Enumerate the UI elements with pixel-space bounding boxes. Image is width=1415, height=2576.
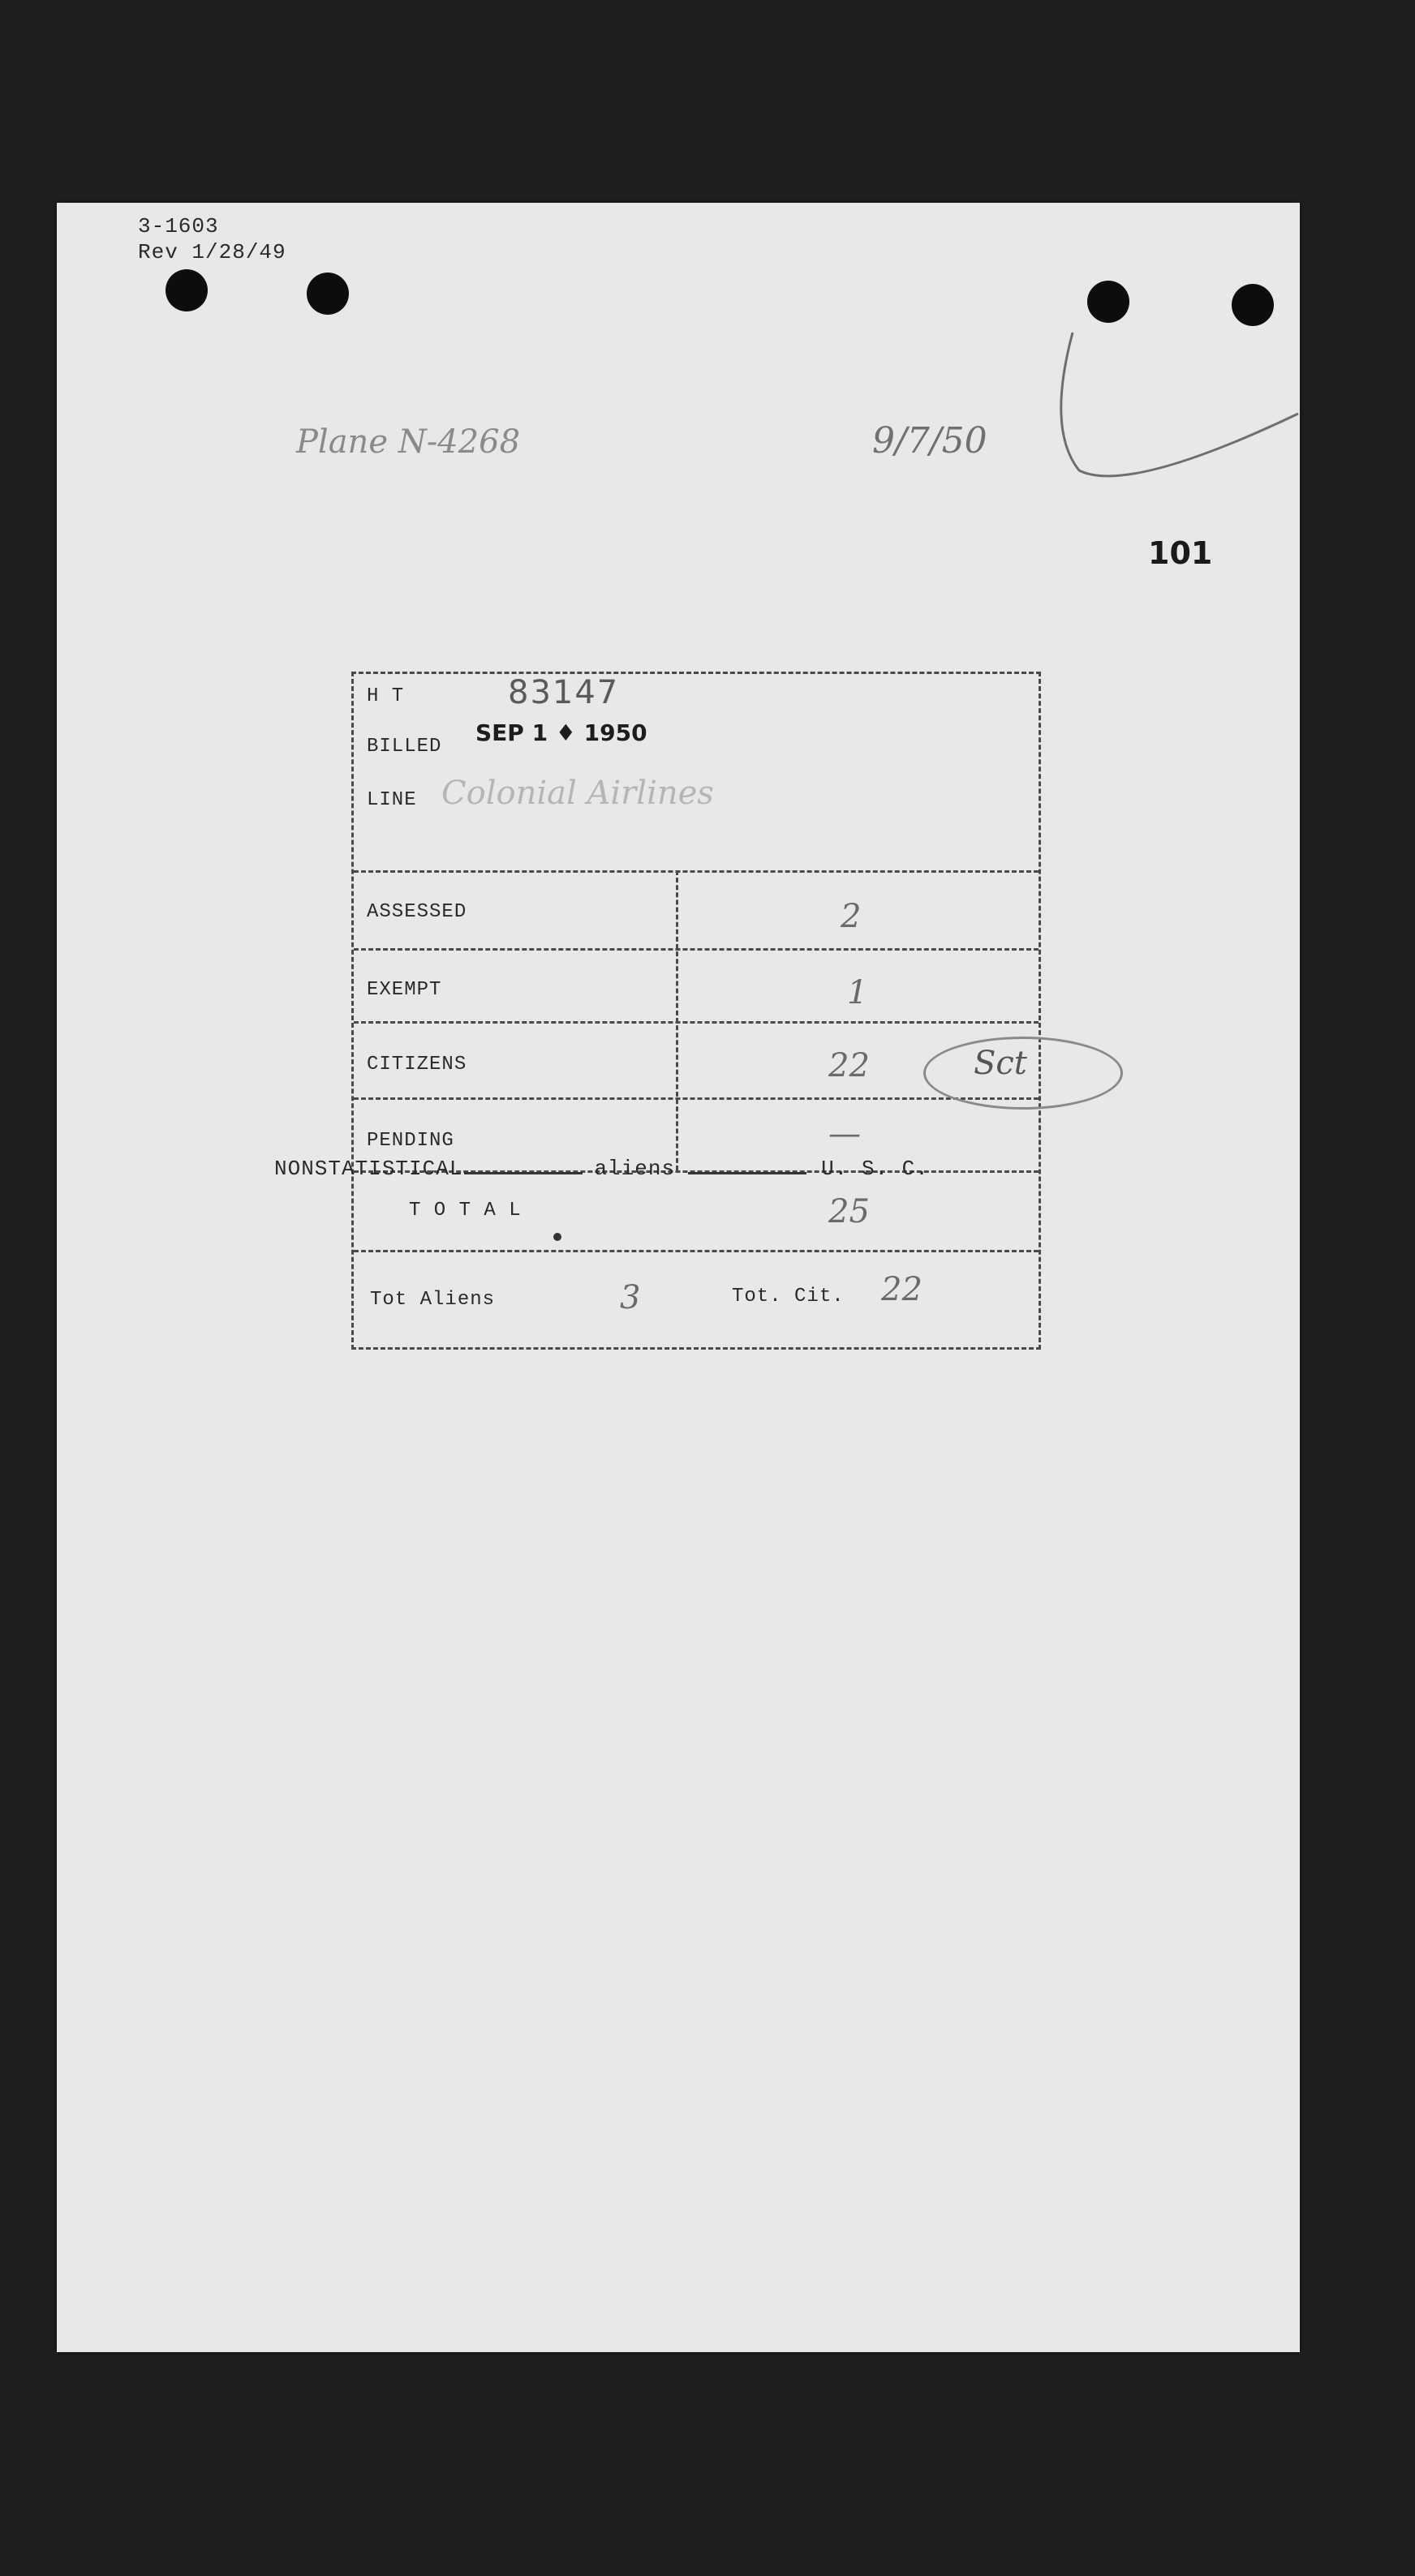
inspector-initials: Sct — [974, 1045, 1027, 1082]
page-number: 101 — [1148, 535, 1213, 571]
assessed-value: 2 — [841, 898, 862, 935]
document-page — [57, 203, 1300, 2352]
form-number: 3-1603 — [138, 214, 219, 238]
handwritten-date: 9/7/50 — [872, 420, 987, 462]
billed-label: BILLED — [367, 736, 442, 758]
punch-hole — [307, 273, 349, 315]
record-box — [351, 672, 1041, 1350]
assessed-label: ASSESSED — [367, 901, 467, 923]
tot-cit-label: Tot. Cit. — [732, 1286, 845, 1307]
blank-line — [688, 1172, 806, 1174]
divider — [354, 1097, 1039, 1100]
blank-line — [464, 1172, 583, 1174]
punch-hole — [166, 269, 208, 311]
exempt-value: 1 — [847, 974, 868, 1011]
tot-aliens-value: 3 — [620, 1279, 641, 1316]
citizens-label: CITIZENS — [367, 1054, 467, 1075]
line-label: LINE — [367, 789, 417, 811]
ht-label: H T — [367, 685, 405, 707]
punch-hole — [1087, 281, 1129, 323]
plane-number: Plane N-4268 — [296, 423, 521, 461]
column-divider — [676, 870, 678, 1170]
divider — [354, 1250, 1039, 1252]
pending-label: PENDING — [367, 1130, 454, 1152]
form-revision: Rev 1/28/49 — [138, 240, 286, 264]
punch-hole — [1232, 284, 1274, 326]
total-value: 25 — [828, 1193, 870, 1230]
nonstatistical-line — [274, 1157, 929, 1181]
billed-date-stamp: SEP 1 ♦ 1950 — [475, 719, 647, 746]
nonstatistical-label: NONSTATISTICAL — [274, 1157, 463, 1181]
divider — [354, 948, 1039, 951]
tot-cit-value: 22 — [881, 1271, 923, 1308]
usc-label: U. S. C. — [821, 1157, 929, 1181]
divider — [354, 1021, 1039, 1024]
divider — [354, 870, 1039, 873]
citizens-value: 22 — [828, 1047, 870, 1084]
exempt-label: EXEMPT — [367, 979, 442, 1001]
total-label: T O T A L — [409, 1200, 522, 1221]
tot-aliens-label: Tot Aliens — [370, 1289, 496, 1311]
line-value: Colonial Airlines — [441, 775, 714, 812]
aliens-label: aliens — [594, 1157, 676, 1181]
ink-dot — [553, 1233, 561, 1241]
pending-value: — — [828, 1115, 861, 1153]
pencil-mark — [1030, 324, 1306, 511]
ht-value: 83147 — [508, 674, 620, 711]
